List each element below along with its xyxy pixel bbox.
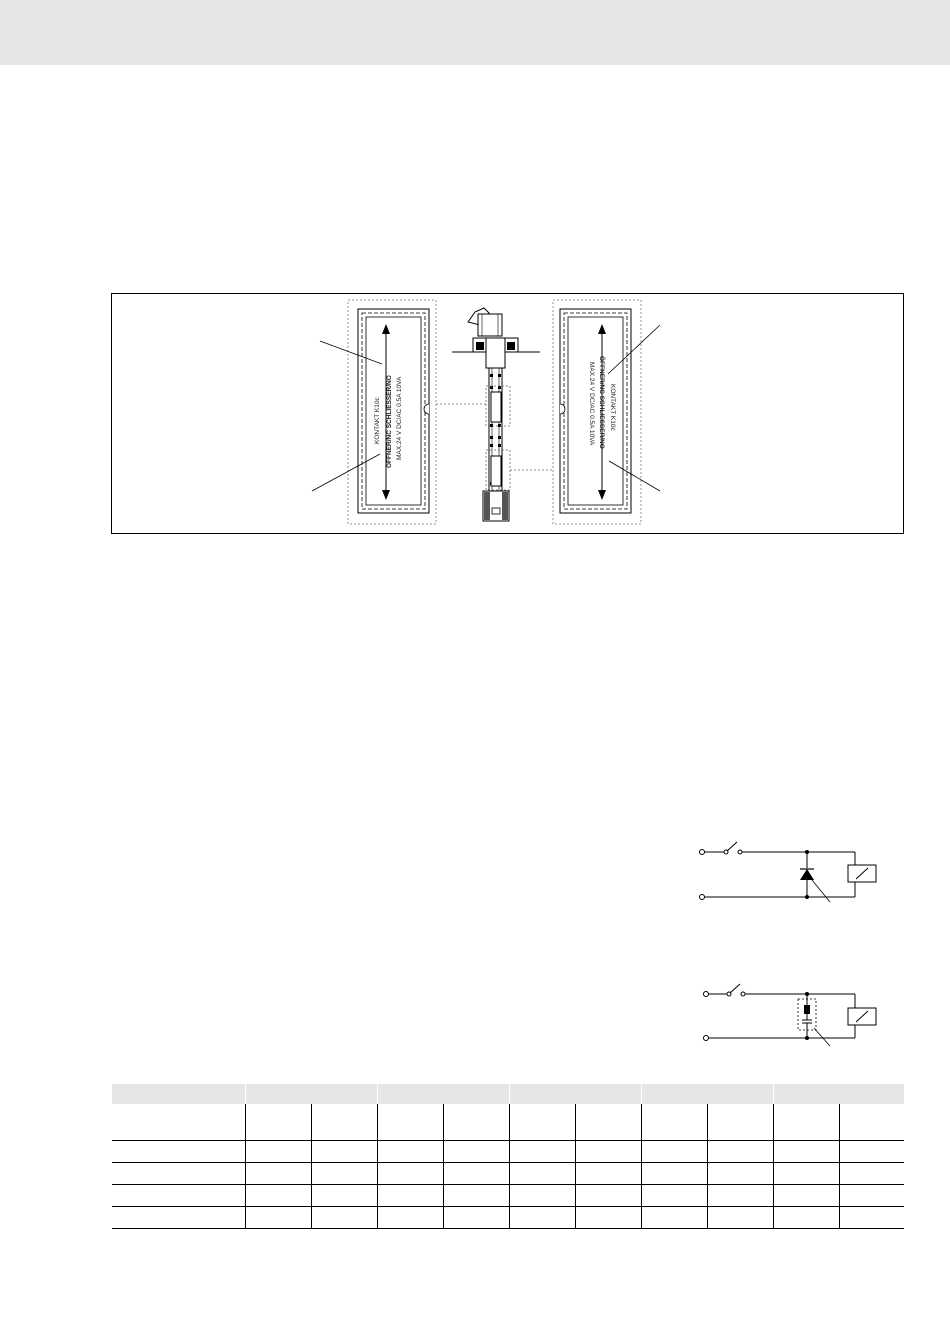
table-cell <box>509 1104 575 1141</box>
table-cell <box>707 1141 773 1163</box>
table-row <box>112 1207 904 1229</box>
table-cell <box>245 1163 311 1185</box>
table-cell <box>839 1141 904 1163</box>
table-cell <box>509 1141 575 1163</box>
table-cell <box>575 1104 641 1141</box>
table-cell <box>443 1207 509 1229</box>
right-label-line2: ÖFFNER/NC SCHLIESSER/NO <box>598 356 605 449</box>
table-row <box>112 1185 904 1207</box>
table-cell <box>641 1185 707 1207</box>
table-cell <box>377 1141 443 1163</box>
specification-table <box>112 1084 904 1229</box>
right-label-panel <box>553 300 660 524</box>
table-cell <box>707 1185 773 1207</box>
table-cell <box>575 1185 641 1207</box>
table-cell <box>245 1104 311 1141</box>
table-cell <box>773 1185 839 1207</box>
table-cell <box>311 1141 377 1163</box>
table-header-cell <box>509 1084 641 1104</box>
table-cell <box>773 1104 839 1141</box>
left-label-panel <box>312 300 436 524</box>
table-cell <box>641 1141 707 1163</box>
table-cell <box>839 1163 904 1185</box>
left-leader-top <box>320 341 382 364</box>
left-label-line3: MAX.24 V DC/AC 0.5A 10VA <box>396 376 403 460</box>
table-cell <box>311 1104 377 1141</box>
table-header-cell <box>377 1084 509 1104</box>
table-cell <box>509 1163 575 1185</box>
table-cell <box>377 1104 443 1141</box>
table-cell <box>112 1163 245 1185</box>
table-row <box>112 1163 904 1185</box>
left-label-line2: ÖFFNER/NC SCHLIESSER/NO <box>386 375 393 468</box>
table-header-cell <box>641 1084 773 1104</box>
right-label-line1: KONTAKT K10c <box>609 384 616 431</box>
table-row <box>112 1141 904 1163</box>
table-cell <box>377 1207 443 1229</box>
circuit-rc-protection <box>690 980 890 1060</box>
table-cell <box>112 1104 245 1141</box>
table-cell <box>575 1141 641 1163</box>
right-leader-bottom <box>609 461 660 491</box>
table-cell <box>112 1141 245 1163</box>
table-cell <box>377 1185 443 1207</box>
diode-icon <box>800 869 814 880</box>
table-cell <box>377 1163 443 1185</box>
table-cell <box>773 1141 839 1163</box>
table-cell <box>311 1207 377 1229</box>
table-cell <box>443 1163 509 1185</box>
right-label-line3: MAX.24 V DC/AC 0.5A 10VA <box>588 362 595 446</box>
table-cell <box>575 1163 641 1185</box>
table-cell <box>707 1207 773 1229</box>
top-header-band <box>0 0 950 65</box>
table-cell <box>509 1207 575 1229</box>
table-cell <box>575 1207 641 1229</box>
table-cell <box>245 1141 311 1163</box>
table-cell <box>112 1185 245 1207</box>
table-cell <box>509 1185 575 1207</box>
table-cell <box>311 1163 377 1185</box>
float-switch-body <box>452 308 540 521</box>
table-header-cell <box>245 1084 377 1104</box>
table-cell <box>245 1185 311 1207</box>
table-cell <box>839 1104 904 1141</box>
left-leader-bottom <box>312 454 380 491</box>
table-cell <box>443 1141 509 1163</box>
table-cell <box>641 1104 707 1141</box>
table-cell <box>112 1207 245 1229</box>
table-header-cell <box>773 1084 904 1104</box>
table-cell <box>839 1207 904 1229</box>
table-cell <box>641 1163 707 1185</box>
table-cell <box>311 1185 377 1207</box>
table-cell <box>245 1207 311 1229</box>
right-leader-top <box>608 325 660 374</box>
table-cell <box>707 1163 773 1185</box>
table-cell <box>773 1163 839 1185</box>
table-subheader-row <box>112 1104 904 1141</box>
left-label-line1: KONTAKT K10c <box>374 397 381 444</box>
table-header-cell <box>112 1084 245 1104</box>
table-cell <box>707 1104 773 1141</box>
drawing-canvas <box>112 294 905 535</box>
circuit-diode-protection <box>690 836 890 916</box>
table-cell <box>443 1185 509 1207</box>
table-cell <box>773 1207 839 1229</box>
table-header-row <box>112 1084 904 1104</box>
table-cell <box>443 1104 509 1141</box>
float-switch-drawing <box>111 293 904 534</box>
table-cell <box>839 1185 904 1207</box>
table-cell <box>641 1207 707 1229</box>
